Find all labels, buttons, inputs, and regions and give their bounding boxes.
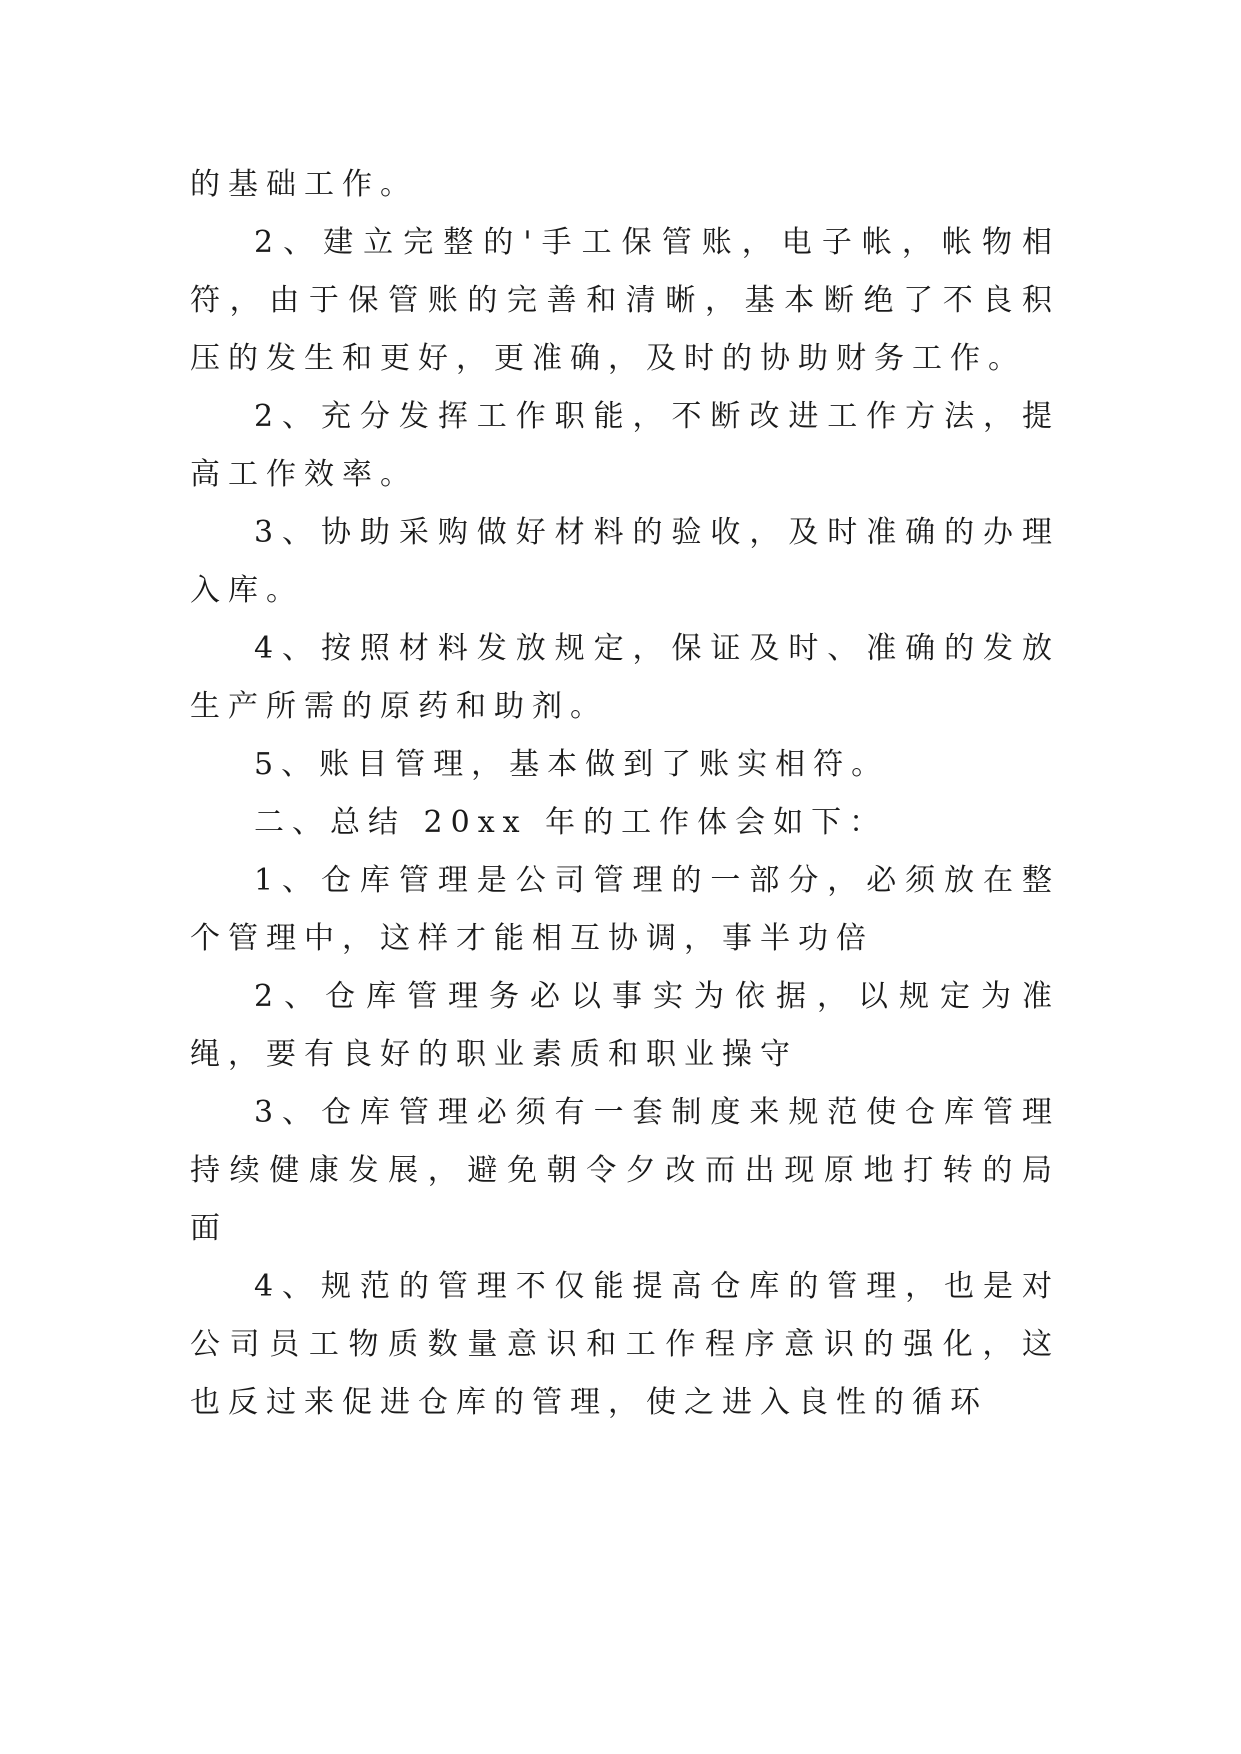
document-body: [190, 156, 1060, 1432]
paragraph-lesson-1: 1、仓库管理是公司管理的一部分，必须放在整个管理中，这样才能相互协调，事半功倍: [190, 863, 1060, 956]
paragraph-lesson-3: 3、仓库管理必须有一套制度来规范使仓库管理持续健康发展，避免朝令夕改而出现原地打转的局面: [190, 1095, 1060, 1246]
paragraph-item-ledger: 2、建立完整的'手工保管账，电子帐，帐物相符，由于保管账的完善和清晰，基本断绝了不良积压的发生和更好，更准确，及时的协助财务工作。: [190, 225, 1060, 376]
section-heading-summary: 二、总结 20xx 年的工作体会如下：: [254, 805, 888, 840]
paragraph-item-accounts: 5、账目管理，基本做到了账实相符。: [254, 747, 890, 782]
paragraph-continuation: 的基础工作。: [190, 167, 418, 202]
paragraph-lesson-4: 4、规范的管理不仅能提高仓库的管理，也是对公司员工物质数量意识和工作程序意识的强化，这也反过来促进仓库的管理，使之进入良性的循环: [190, 1269, 1060, 1420]
paragraph-lesson-2: 2、仓库管理务必以事实为依据，以规定为准绳，要有良好的职业素质和职业操守: [190, 979, 1060, 1072]
paragraph-item-issuing: 4、按照材料发放规定，保证及时、准确的发放生产所需的原药和助剂。: [190, 631, 1060, 724]
paragraph-item-receiving: 3、协助采购做好材料的验收，及时准确的办理入库。: [190, 515, 1060, 608]
paragraph-item-efficiency: 2、充分发挥工作职能，不断改进工作方法，提高工作效率。: [190, 399, 1060, 492]
